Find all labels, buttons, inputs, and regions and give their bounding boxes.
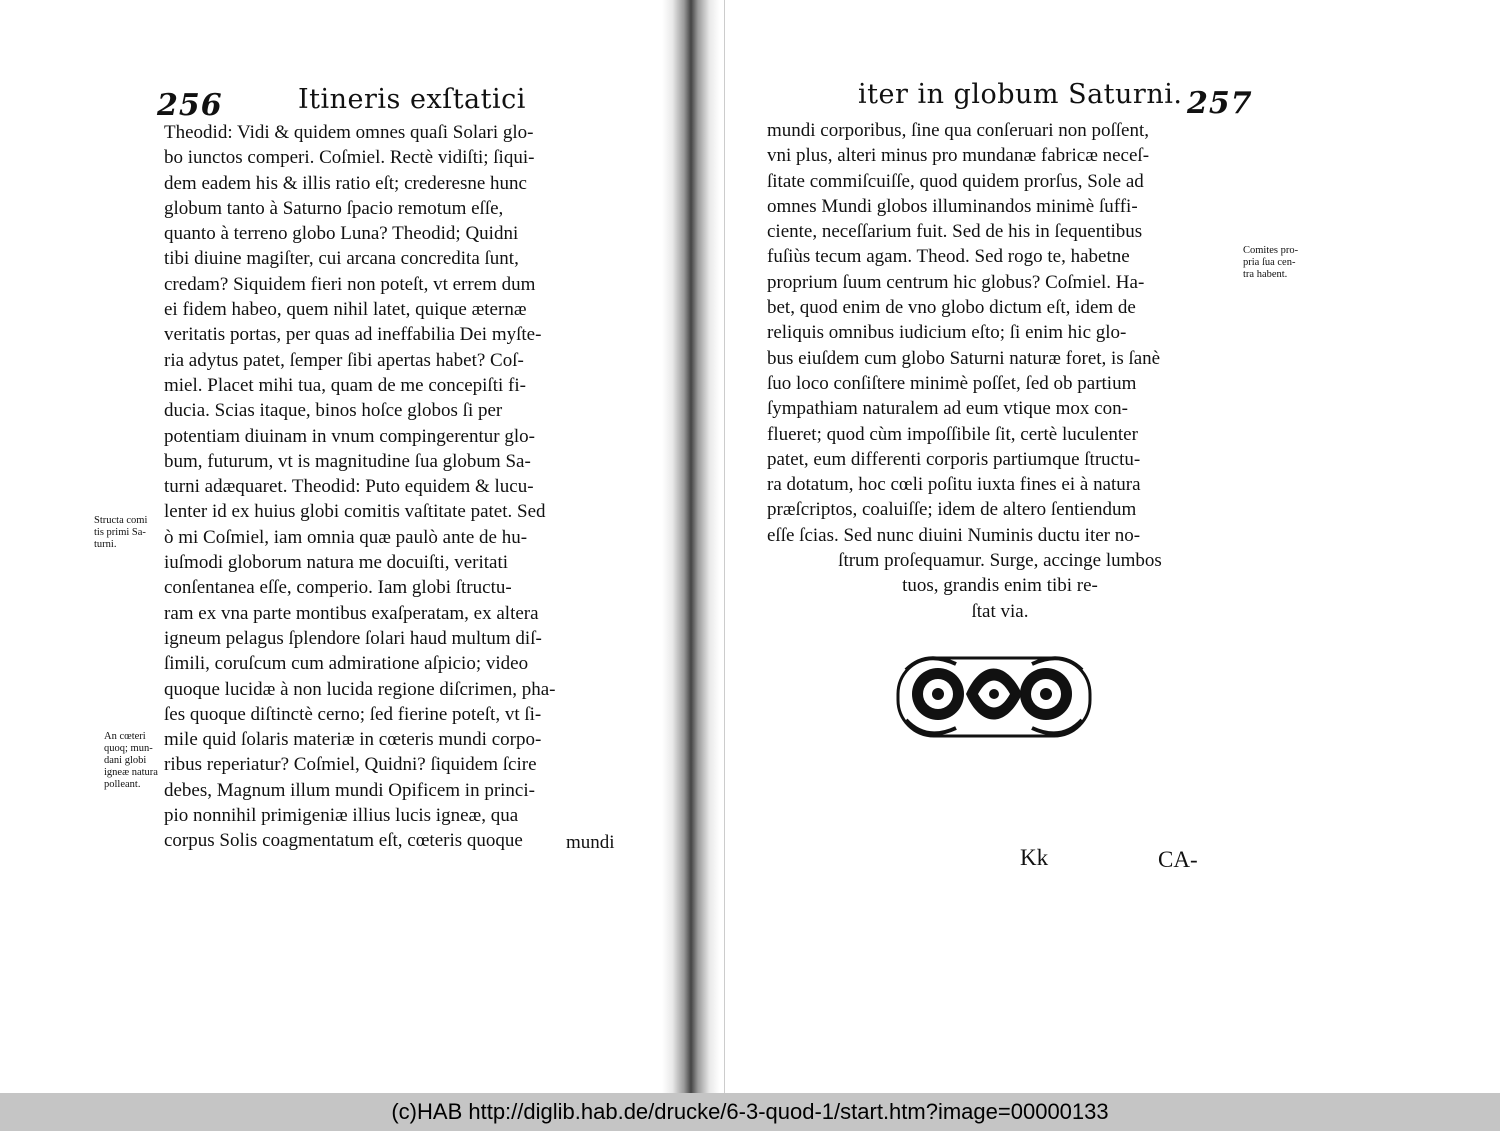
text-line: ciente, neceſſarium fuit. Sed de his in ſequentibus xyxy=(767,221,1143,243)
right-catchword: CA- xyxy=(1158,847,1198,872)
text-line: ram ex vna parte montibus exaſperatam, ex altera xyxy=(164,602,539,624)
marginal-line: pria ſua cen- xyxy=(1243,257,1296,268)
left-body-text xyxy=(164,120,654,854)
text-line: debes, Magnum illum mundi Opificem in princi- xyxy=(164,779,535,801)
text-line: ducia. Scias itaque, binos hoſce globos ſi per xyxy=(164,400,503,422)
text-line: bum, futurum, vt is magnitudine ſua globum Sa- xyxy=(164,450,531,472)
right-page-number: 257 xyxy=(1187,86,1253,121)
text-line: vni plus, alteri minus pro mundanæ fabricæ neceſ- xyxy=(767,145,1150,167)
marginal-line: turni. xyxy=(94,539,117,550)
text-line: ei fidem habeo, quem nihil latet, quique æternæ xyxy=(164,299,527,321)
text-line: Theodid: Vidi & quidem omnes quaſi Solari glo- xyxy=(164,122,534,143)
signature-mark: Kk xyxy=(1020,845,1049,870)
text-line: ribus reperiatur? Coſmiel, Quidni? ſiquidem ſcire xyxy=(164,754,537,776)
left-page-number: 256 xyxy=(157,88,223,123)
closing-line: ſtrum proſequamur. Surge, accinge lumbos xyxy=(838,550,1162,571)
text-line: miel. Placet mihi tua, quam de me concepiſti fi- xyxy=(164,374,526,396)
text-line: ſuo loco conſiſtere minimè poſſet, ſed ob partium xyxy=(767,372,1137,394)
right-running-head: iter in globum Saturni. xyxy=(858,79,1183,110)
marginal-line: Comites pro- xyxy=(1243,245,1299,256)
text-line: globum tanto à Saturno ſpacio remotum eſſe, xyxy=(164,197,504,219)
copyright-footer xyxy=(0,1093,1500,1131)
left-marginal-note-2 xyxy=(104,731,158,791)
text-line: fuſiùs tecum agam. Theod. Sed rogo te, habetne xyxy=(767,246,1130,268)
text-line: bus eiuſdem cum globo Saturni naturæ foret, is ſanè xyxy=(767,347,1161,369)
text-line: flueret; quod cùm impoſſibile ſit, certè luculenter xyxy=(767,423,1138,445)
marginal-line: tis primi Sa- xyxy=(94,527,146,538)
text-line: bo iunctos comperi. Coſmiel. Rectè vidiſti; ſiqui- xyxy=(164,147,535,169)
catchword-text: mundi xyxy=(566,832,615,853)
text-line: reliquis omnibus iudicium eſto; ſi enim hic glo- xyxy=(767,322,1127,344)
marginal-line: Structa comi xyxy=(94,515,148,526)
text-line: igneum pelagus ſplendore ſolari haud multum diſ- xyxy=(164,627,542,649)
floral-ornament-icon xyxy=(896,650,1092,744)
marginal-line: tra habent. xyxy=(1243,269,1288,280)
text-line: pio nonnihil primigeniæ illius lucis igneæ, qua xyxy=(164,805,519,827)
marginal-line: dani globi xyxy=(104,755,147,766)
text-line: potentiam diuinam in vnum compingerentur glo- xyxy=(164,425,535,447)
text-line: ria adytus patet, ſemper ſibi apertas habet? Coſ- xyxy=(164,349,524,371)
text-line: bet, quod enim de vno globo dictum eſt, idem de xyxy=(767,297,1136,319)
text-line: ra dotatum, hoc cœli poſitu iuxta fines ei à natura xyxy=(767,474,1141,496)
text-line: veritatis portas, per quas ad ineffabilia Dei myſte- xyxy=(164,324,542,346)
right-body-text xyxy=(767,118,1233,548)
text-line: quanto à terreno globo Luna? Theodid; Quidni xyxy=(164,223,519,245)
text-line: conſentanea eſſe, comperio. Iam globi ſtructu- xyxy=(164,577,512,599)
right-page-edge xyxy=(724,0,725,1093)
marginal-line: quoq; mun- xyxy=(104,743,153,754)
closing-line: tuos, grandis enim tibi re- xyxy=(902,575,1098,597)
text-line: ſimili, coruſcum cum admiratione aſpicio; video xyxy=(164,653,529,675)
closing-line: ſtat via. xyxy=(971,600,1029,622)
text-line: iuſmodi globorum natura me docuiſti, veritati xyxy=(164,552,509,574)
right-closing-text xyxy=(767,548,1233,624)
left-running-head: Itineris exſtatici xyxy=(298,84,526,115)
text-line: eſſe ſcias. Sed nunc diuini Numinis ductu iter no- xyxy=(767,524,1141,546)
text-line: omnes Mundi globos illuminandos minimè ſuffi- xyxy=(767,195,1138,217)
text-line: ſes quoque diſtinctè cerno; ſed fierine poteſt, vt ſi- xyxy=(164,703,542,725)
text-line: ſympathiam naturalem ad eum vtique mox con- xyxy=(767,398,1128,420)
text-line: corpus Solis coagmentatum eſt, cœteris quoque xyxy=(164,830,523,852)
text-line: mile quid ſolaris materiæ in cœteris mundi corpo- xyxy=(164,729,542,751)
text-line: mundi corporibus, ſine qua conſeruari non poſſent, xyxy=(767,120,1150,141)
text-line: præſcriptos, coaluiſſe; idem de altero ſentiendum xyxy=(767,499,1137,521)
text-line: credam? Siquidem fieri non poteſt, vt errem dum xyxy=(164,273,536,295)
text-line: patet, eum differenti corporis partiumque ſtructu- xyxy=(767,448,1141,470)
text-line: proprium ſuum centrum hic globus? Coſmiel. Ha- xyxy=(767,271,1145,293)
text-line: tibi diuine magiſter, cui arcana concredita ſunt, xyxy=(164,248,519,270)
left-marginal-note-1 xyxy=(94,515,147,551)
marginal-line: igneæ natura xyxy=(104,767,158,778)
right-marginal-note xyxy=(1243,245,1298,281)
marginal-line: An cœteri xyxy=(104,731,146,742)
footer-url-text: (c)HAB http://diglib.hab.de/drucke/6-3-quod-1/start.htm?image=00000133 xyxy=(391,1099,1109,1124)
text-line: quoque lucidæ à non lucida regione diſcrimen, pha- xyxy=(164,678,556,700)
marginal-line: polleant. xyxy=(104,779,141,790)
left-catchword xyxy=(566,830,646,855)
text-line: ſitate commiſcuiſſe, quod quidem prorſus, Sole ad xyxy=(767,170,1144,192)
text-line: lenter id ex huius globi comitis vaſtitate patet. Sed xyxy=(164,501,546,523)
text-line: turni adæquaret. Theodid: Puto equidem & lucu- xyxy=(164,476,534,498)
text-line: ò mi Coſmiel, iam omnia quæ paulò ante de hu- xyxy=(164,526,528,548)
text-line: dem eadem his & illis ratio eſt; crederesne hunc xyxy=(164,172,527,194)
book-gutter xyxy=(662,0,720,1093)
